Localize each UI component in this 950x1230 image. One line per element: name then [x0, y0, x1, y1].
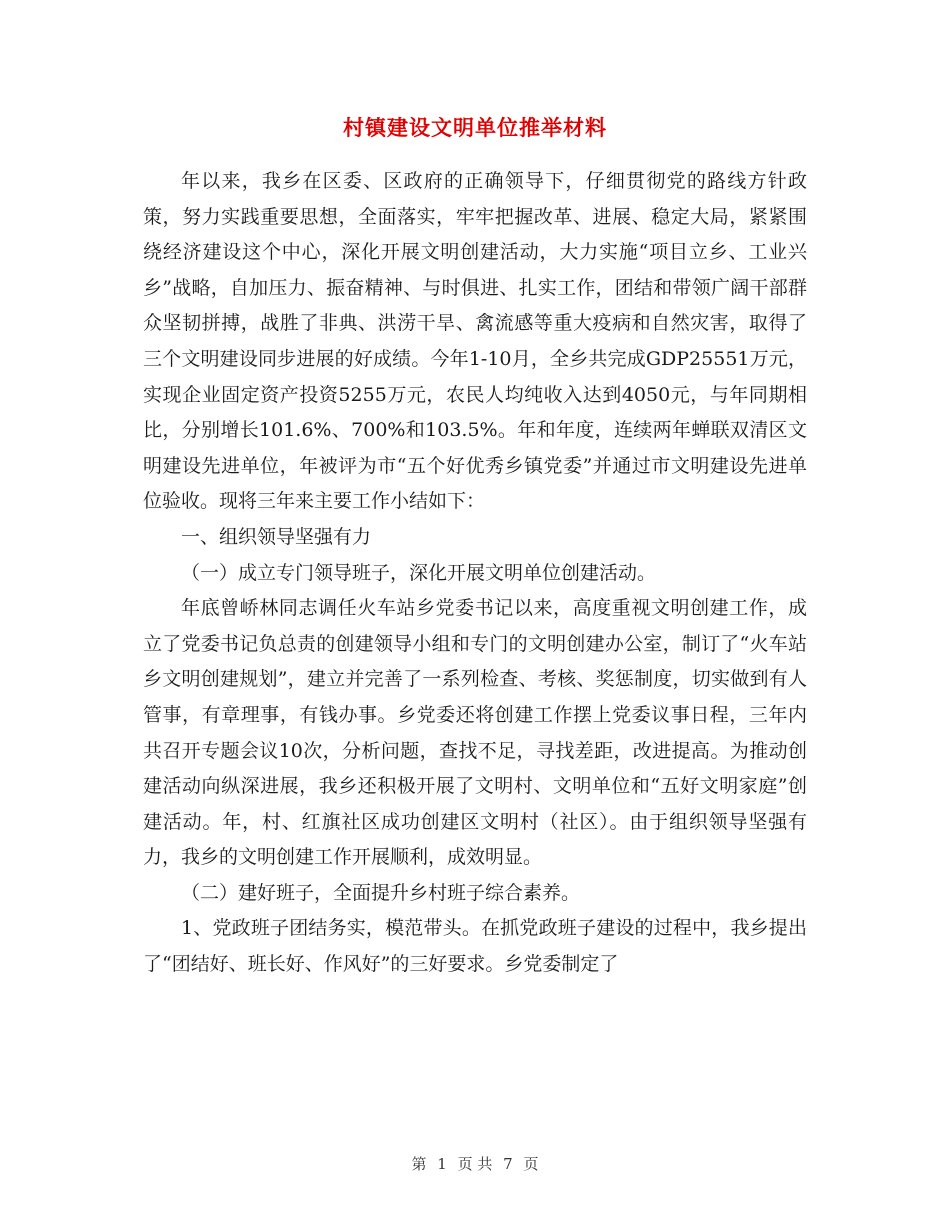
section-heading: 一、组织领导坚强有力	[181, 525, 372, 548]
footer-prefix: 第	[411, 1155, 427, 1173]
page-total: 7	[503, 1155, 513, 1173]
page-footer	[0, 1153, 950, 1174]
body-paragraph: 1、党政班子团结务实，模范带头。在抓党政班子建设的过程中，我乡提出了“团结好、班长好、作风好”的三好要求。乡党委制定了	[143, 917, 807, 976]
subsection-heading: （二）建好班子，全面提升乡村班子综合素养。	[181, 881, 581, 904]
footer-middle: 页 共	[457, 1155, 493, 1173]
footer-suffix: 页	[523, 1155, 539, 1173]
body-paragraph: 年底曾峤林同志调任火车站乡党委书记以来，高度重视文明创建工作，成立了党委书记负总责的创建领导小组和专门的文明创建办公室，制订了“火车站乡文明创建规划”，建立并完善了一系列检查、考核、奖惩制度，切实做到有人管事，有章理事，有钱办事。乡党委还将创建工作摆上党委议事日程，三年内共召开专题会议10次，分析问题，查找不足，寻找差距，改进提高。为推动创建活动向纵深进展，我乡还积极开展了文明村、文明单位和“五好文明家庭”创建活动。年，村、红旗社区成功创建区文明村（社区）。由于组织领导坚强有力，我乡的文明创建工作开展顺利，成效明显。	[143, 597, 807, 869]
document-title: 村镇建设文明单位推举材料	[343, 115, 607, 140]
body-paragraph: 年以来，我乡在区委、区政府的正确领导下，仔细贯彻党的路线方针政策，努力实践重要思想，全面落实，牢牢把握改革、进展、稳定大局，紧紧围绕经济建设这个中心，深化开展文明创建活动，大力实施“项目立乡、工业兴乡”战略，自加压力、振奋精神、与时俱进、扎实工作，团结和带领广阔干部群众坚韧拼搏，战胜了非典、洪涝干旱、禽流感等重大疫病和自然灾害，取得了三个文明建设同步进展的好成绩。今年1-10月，全乡共完成GDP25551万元，实现企业固定资产投资5255万元，农民人均纯收入达到4050元，与年同期相比，分别增长101.6%、700%和103.5%。年和年度，连续两年蝉联双清区文明建设先进单位，年被评为市“五个好优秀乡镇党委”并通过市文明建设先进单位验收。现将三年来主要工作小结如下：	[143, 170, 807, 513]
subsection-heading: （一）成立专门领导班子，深化开展文明单位创建活动。	[181, 561, 657, 584]
document-body	[143, 164, 807, 983]
page-number: 1	[437, 1155, 447, 1173]
